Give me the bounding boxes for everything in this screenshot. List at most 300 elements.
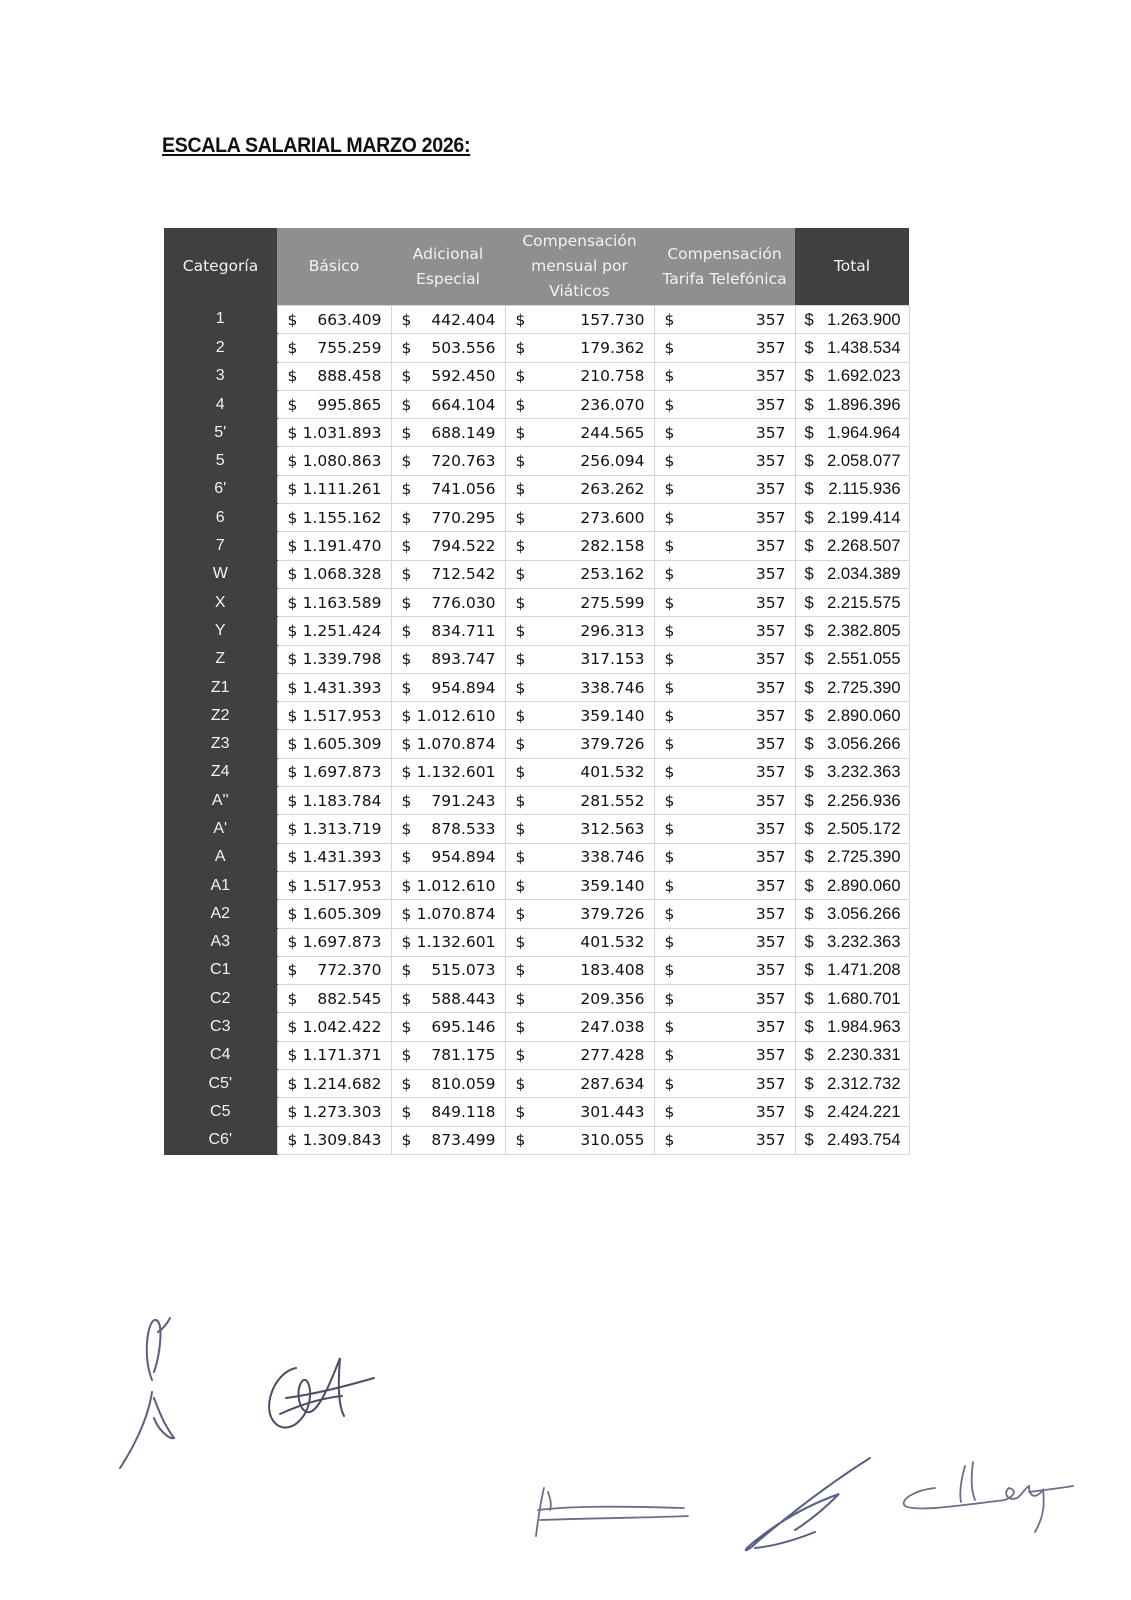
telefonica-value: 357	[755, 508, 786, 527]
signature-icon-5	[895, 1450, 1075, 1540]
total-value: 2.312.732	[827, 1074, 901, 1093]
basico-value: 1.339.798	[302, 650, 382, 669]
table-row	[164, 1070, 909, 1098]
basico-cell	[277, 1126, 391, 1154]
currency-symbol: $	[515, 1046, 526, 1065]
currency-symbol: $	[804, 989, 814, 1008]
total-cell	[795, 702, 909, 730]
basico-value: 1.697.873	[302, 763, 382, 782]
currency-symbol: $	[664, 678, 675, 697]
basico-cell	[277, 673, 391, 701]
viaticos-cell	[505, 730, 654, 758]
basico-value: 1.171.371	[302, 1046, 382, 1065]
basico-value: 995.865	[317, 395, 382, 414]
category-cell	[164, 871, 277, 899]
category-cell	[164, 730, 277, 758]
basico-cell	[277, 900, 391, 928]
currency-symbol: $	[401, 933, 412, 952]
viaticos-cell	[505, 447, 654, 475]
adicional-value: 770.295	[431, 508, 496, 527]
currency-symbol: $	[664, 593, 675, 612]
category-cell	[164, 787, 277, 815]
total-cell	[795, 419, 909, 447]
adicional-value: 873.499	[431, 1131, 496, 1150]
header-adicional-line: Adicional	[412, 244, 484, 263]
adicional-cell	[391, 532, 505, 560]
currency-symbol: $	[515, 819, 526, 838]
currency-symbol: $	[804, 565, 814, 584]
adicional-value: 1.070.874	[416, 904, 496, 923]
currency-symbol: $	[804, 848, 814, 867]
viaticos-cell	[505, 475, 654, 503]
currency-symbol: $	[804, 791, 814, 810]
adicional-cell	[391, 815, 505, 843]
total-cell	[795, 815, 909, 843]
viaticos-value: 359.140	[580, 706, 645, 725]
category-value: Z	[215, 650, 226, 668]
adicional-cell	[391, 419, 505, 447]
currency-symbol: $	[664, 1131, 675, 1150]
viaticos-value: 379.726	[580, 735, 645, 754]
table-row	[164, 730, 909, 758]
total-cell	[795, 985, 909, 1013]
basico-cell	[277, 871, 391, 899]
table-row	[164, 532, 909, 560]
adicional-value: 442.404	[431, 310, 496, 329]
viaticos-value: 247.038	[580, 1018, 645, 1037]
telefonica-cell	[654, 673, 795, 701]
currency-symbol: $	[804, 508, 814, 527]
currency-symbol: $	[515, 904, 526, 923]
telefonica-value: 357	[755, 338, 786, 357]
telefonica-cell	[654, 1126, 795, 1154]
currency-symbol: $	[287, 452, 298, 471]
viaticos-value: 183.408	[580, 961, 645, 980]
total-value: 2.424.221	[827, 1102, 901, 1121]
total-value: 2.551.055	[827, 650, 901, 669]
currency-symbol: $	[515, 961, 526, 980]
currency-symbol: $	[401, 1102, 412, 1121]
currency-symbol: $	[664, 933, 675, 952]
telefonica-cell	[654, 956, 795, 984]
category-cell	[164, 588, 277, 616]
adicional-value: 588.443	[431, 989, 496, 1008]
currency-symbol: $	[515, 1102, 526, 1121]
category-cell	[164, 362, 277, 390]
basico-cell	[277, 617, 391, 645]
telefonica-cell	[654, 475, 795, 503]
total-cell	[795, 730, 909, 758]
table-row	[164, 334, 909, 362]
basico-cell	[277, 560, 391, 588]
basico-value: 1.214.682	[302, 1074, 382, 1093]
currency-symbol: $	[401, 423, 412, 442]
basico-value: 1.251.424	[302, 621, 382, 640]
telefonica-value: 357	[755, 423, 786, 442]
currency-symbol: $	[287, 367, 298, 386]
currency-symbol: $	[287, 876, 298, 895]
table-row	[164, 645, 909, 673]
currency-symbol: $	[804, 1074, 814, 1093]
telefonica-value: 357	[755, 1102, 786, 1121]
total-value: 2.058.077	[827, 452, 901, 471]
category-value: A'	[213, 819, 228, 837]
currency-symbol: $	[401, 706, 412, 725]
currency-symbol: $	[401, 452, 412, 471]
total-cell	[795, 928, 909, 956]
total-cell	[795, 560, 909, 588]
currency-symbol: $	[287, 565, 298, 584]
telefonica-value: 357	[755, 819, 786, 838]
category-value: A''	[211, 791, 229, 809]
adicional-cell	[391, 843, 505, 871]
adicional-cell	[391, 730, 505, 758]
category-value: 6'	[214, 480, 227, 498]
viaticos-value: 379.726	[580, 904, 645, 923]
header-viaticos-line: Viáticos	[549, 282, 610, 300]
adicional-cell	[391, 702, 505, 730]
currency-symbol: $	[804, 1131, 814, 1150]
category-cell	[164, 1098, 277, 1126]
currency-symbol: $	[804, 593, 814, 612]
basico-value: 1.273.303	[302, 1102, 382, 1121]
table-row	[164, 588, 909, 616]
adicional-value: 1.132.601	[416, 933, 496, 952]
total-value: 3.056.266	[827, 735, 901, 754]
basico-cell	[277, 1013, 391, 1041]
viaticos-cell	[505, 588, 654, 616]
total-value: 2.382.805	[827, 621, 901, 640]
viaticos-cell	[505, 560, 654, 588]
basico-cell	[277, 758, 391, 786]
currency-symbol: $	[401, 508, 412, 527]
currency-symbol: $	[804, 819, 814, 838]
total-value: 2.725.390	[827, 848, 901, 867]
currency-symbol: $	[287, 1131, 298, 1150]
category-value: C6'	[208, 1131, 232, 1149]
total-cell	[795, 1070, 909, 1098]
basico-value: 1.431.393	[302, 678, 382, 697]
category-value: Y	[214, 621, 226, 639]
category-value: Z2	[210, 706, 230, 724]
basico-cell	[277, 815, 391, 843]
viaticos-cell	[505, 673, 654, 701]
basico-cell	[277, 390, 391, 418]
currency-symbol: $	[515, 367, 526, 386]
table-row	[164, 617, 909, 645]
total-cell	[795, 334, 909, 362]
currency-symbol: $	[401, 1131, 412, 1150]
currency-symbol: $	[664, 706, 675, 725]
total-cell	[795, 1126, 909, 1154]
viaticos-value: 273.600	[580, 508, 645, 527]
currency-symbol: $	[515, 452, 526, 471]
header-telefonica	[654, 228, 795, 306]
basico-value: 1.183.784	[302, 791, 382, 810]
basico-value: 1.605.309	[302, 904, 382, 923]
currency-symbol: $	[664, 904, 675, 923]
category-cell	[164, 390, 277, 418]
viaticos-cell	[505, 334, 654, 362]
category-cell	[164, 815, 277, 843]
telefonica-cell	[654, 645, 795, 673]
table-row	[164, 702, 909, 730]
currency-symbol: $	[401, 678, 412, 697]
total-value: 2.890.060	[827, 706, 901, 725]
header-telefonica-line: Tarifa Telefónica	[662, 269, 787, 288]
table-row	[164, 362, 909, 390]
telefonica-value: 357	[755, 395, 786, 414]
viaticos-cell	[505, 1126, 654, 1154]
currency-symbol: $	[287, 706, 298, 725]
adicional-value: 695.146	[431, 1018, 496, 1037]
viaticos-cell	[505, 1098, 654, 1126]
adicional-cell	[391, 787, 505, 815]
currency-symbol: $	[804, 763, 814, 782]
category-cell	[164, 560, 277, 588]
currency-symbol: $	[515, 338, 526, 357]
basico-value: 1.191.470	[302, 537, 382, 556]
currency-symbol: $	[515, 989, 526, 1008]
currency-symbol: $	[515, 650, 526, 669]
category-value: C2	[210, 989, 231, 1007]
adicional-value: 515.073	[431, 961, 496, 980]
adicional-value: 720.763	[431, 452, 496, 471]
currency-symbol: $	[287, 480, 298, 499]
viaticos-value: 253.162	[580, 565, 645, 584]
viaticos-cell	[505, 758, 654, 786]
telefonica-value: 357	[755, 904, 786, 923]
total-cell	[795, 447, 909, 475]
currency-symbol: $	[287, 819, 298, 838]
currency-symbol: $	[664, 848, 675, 867]
category-cell	[164, 702, 277, 730]
total-value: 2.215.575	[827, 593, 901, 612]
basico-value: 1.068.328	[302, 565, 382, 584]
total-value: 2.890.060	[827, 876, 901, 895]
currency-symbol: $	[287, 650, 298, 669]
viaticos-cell	[505, 871, 654, 899]
total-cell	[795, 673, 909, 701]
currency-symbol: $	[515, 706, 526, 725]
total-cell	[795, 1098, 909, 1126]
viaticos-value: 301.443	[580, 1102, 645, 1121]
currency-symbol: $	[664, 819, 675, 838]
table-row	[164, 758, 909, 786]
category-value: 5'	[214, 423, 227, 441]
currency-symbol: $	[401, 989, 412, 1008]
table-row	[164, 985, 909, 1013]
signature-icon-2	[262, 1350, 382, 1450]
category-value: 3	[215, 367, 225, 385]
total-cell	[795, 588, 909, 616]
currency-symbol: $	[515, 876, 526, 895]
viaticos-cell	[505, 956, 654, 984]
header-basico: Básico	[277, 228, 391, 306]
currency-symbol: $	[287, 933, 298, 952]
telefonica-value: 357	[755, 876, 786, 895]
category-value: X	[214, 593, 226, 611]
adicional-value: 794.522	[431, 537, 496, 556]
telefonica-value: 357	[755, 565, 786, 584]
basico-value: 1.155.162	[302, 508, 382, 527]
table-row	[164, 560, 909, 588]
adicional-cell	[391, 1098, 505, 1126]
telefonica-cell	[654, 871, 795, 899]
currency-symbol: $	[804, 1102, 814, 1121]
currency-symbol: $	[287, 1046, 298, 1065]
currency-symbol: $	[804, 480, 814, 499]
basico-cell	[277, 1098, 391, 1126]
currency-symbol: $	[804, 961, 814, 980]
telefonica-value: 357	[755, 1046, 786, 1065]
basico-value: 663.409	[317, 310, 382, 329]
currency-symbol: $	[804, 621, 814, 640]
currency-symbol: $	[287, 537, 298, 556]
total-cell	[795, 475, 909, 503]
currency-symbol: $	[664, 1074, 675, 1093]
basico-cell	[277, 588, 391, 616]
total-value: 2.115.936	[828, 480, 901, 499]
viaticos-value: 275.599	[580, 593, 645, 612]
viaticos-cell	[505, 306, 654, 334]
adicional-cell	[391, 956, 505, 984]
telefonica-value: 357	[755, 367, 786, 386]
category-value: 1	[215, 310, 225, 328]
total-value: 1.680.701	[827, 989, 901, 1008]
category-value: A3	[210, 933, 231, 951]
telefonica-cell	[654, 1013, 795, 1041]
basico-value: 1.163.589	[302, 593, 382, 612]
category-cell	[164, 1070, 277, 1098]
category-value: Z3	[210, 735, 230, 753]
currency-symbol: $	[664, 338, 675, 357]
viaticos-value: 401.532	[580, 933, 645, 952]
telefonica-value: 357	[755, 848, 786, 867]
total-cell	[795, 390, 909, 418]
currency-symbol: $	[664, 310, 675, 329]
telefonica-value: 357	[755, 537, 786, 556]
currency-symbol: $	[804, 310, 814, 329]
currency-symbol: $	[804, 338, 814, 357]
total-value: 2.256.936	[827, 791, 901, 810]
currency-symbol: $	[515, 735, 526, 754]
currency-symbol: $	[515, 763, 526, 782]
basico-cell	[277, 928, 391, 956]
telefonica-value: 357	[755, 1131, 786, 1150]
basico-cell	[277, 730, 391, 758]
currency-symbol: $	[804, 367, 814, 386]
total-value: 1.438.534	[827, 338, 901, 357]
telefonica-value: 357	[755, 593, 786, 612]
adicional-value: 503.556	[431, 338, 496, 357]
basico-value: 1.517.953	[302, 706, 382, 725]
total-value: 1.263.900	[827, 310, 901, 329]
total-value: 1.692.023	[827, 367, 901, 386]
currency-symbol: $	[401, 621, 412, 640]
table-row	[164, 419, 909, 447]
adicional-cell	[391, 362, 505, 390]
adicional-cell	[391, 560, 505, 588]
telefonica-cell	[654, 390, 795, 418]
category-cell	[164, 758, 277, 786]
total-value: 2.505.172	[827, 819, 901, 838]
viaticos-cell	[505, 702, 654, 730]
category-cell	[164, 956, 277, 984]
basico-value: 1.031.893	[302, 423, 382, 442]
currency-symbol: $	[515, 1018, 526, 1037]
viaticos-value: 317.153	[580, 650, 645, 669]
basico-value: 1.313.719	[302, 819, 382, 838]
table-row	[164, 673, 909, 701]
category-cell	[164, 334, 277, 362]
adicional-value: 849.118	[431, 1102, 496, 1121]
category-cell	[164, 985, 277, 1013]
basico-value: 1.042.422	[302, 1018, 382, 1037]
viaticos-value: 236.070	[580, 395, 645, 414]
viaticos-cell	[505, 928, 654, 956]
adicional-cell	[391, 1013, 505, 1041]
signature-icon-4	[735, 1450, 885, 1560]
category-value: C1	[210, 961, 231, 979]
category-cell	[164, 1013, 277, 1041]
adicional-value: 1.070.874	[416, 735, 496, 754]
viaticos-cell	[505, 532, 654, 560]
currency-symbol: $	[287, 395, 298, 414]
currency-symbol: $	[287, 848, 298, 867]
basico-cell	[277, 532, 391, 560]
telefonica-cell	[654, 334, 795, 362]
viaticos-cell	[505, 900, 654, 928]
currency-symbol: $	[804, 395, 814, 414]
total-cell	[795, 617, 909, 645]
telefonica-cell	[654, 1041, 795, 1069]
category-value: A1	[210, 876, 231, 894]
total-value: 2.725.390	[827, 678, 901, 697]
adicional-value: 954.894	[431, 848, 496, 867]
telefonica-cell	[654, 532, 795, 560]
basico-cell	[277, 843, 391, 871]
header-categoria: Categoría	[164, 228, 277, 306]
currency-symbol: $	[515, 848, 526, 867]
adicional-cell	[391, 645, 505, 673]
total-cell	[795, 787, 909, 815]
category-value: C3	[210, 1018, 231, 1036]
basico-cell	[277, 787, 391, 815]
currency-symbol: $	[664, 735, 675, 754]
currency-symbol: $	[664, 876, 675, 895]
currency-symbol: $	[804, 537, 814, 556]
category-value: 4	[215, 395, 225, 413]
telefonica-value: 357	[755, 1018, 786, 1037]
viaticos-cell	[505, 390, 654, 418]
category-value: 7	[215, 537, 225, 555]
adicional-value: 893.747	[431, 650, 496, 669]
adicional-value: 688.149	[431, 423, 496, 442]
currency-symbol: $	[401, 338, 412, 357]
currency-symbol: $	[401, 819, 412, 838]
currency-symbol: $	[515, 1074, 526, 1093]
adicional-cell	[391, 758, 505, 786]
total-value: 3.232.363	[827, 933, 901, 952]
currency-symbol: $	[287, 678, 298, 697]
header-viaticos-line: Compensación	[522, 232, 637, 250]
currency-symbol: $	[401, 1046, 412, 1065]
adicional-value: 810.059	[431, 1074, 496, 1093]
viaticos-cell	[505, 1013, 654, 1041]
currency-symbol: $	[804, 706, 814, 725]
category-value: A	[214, 848, 226, 866]
